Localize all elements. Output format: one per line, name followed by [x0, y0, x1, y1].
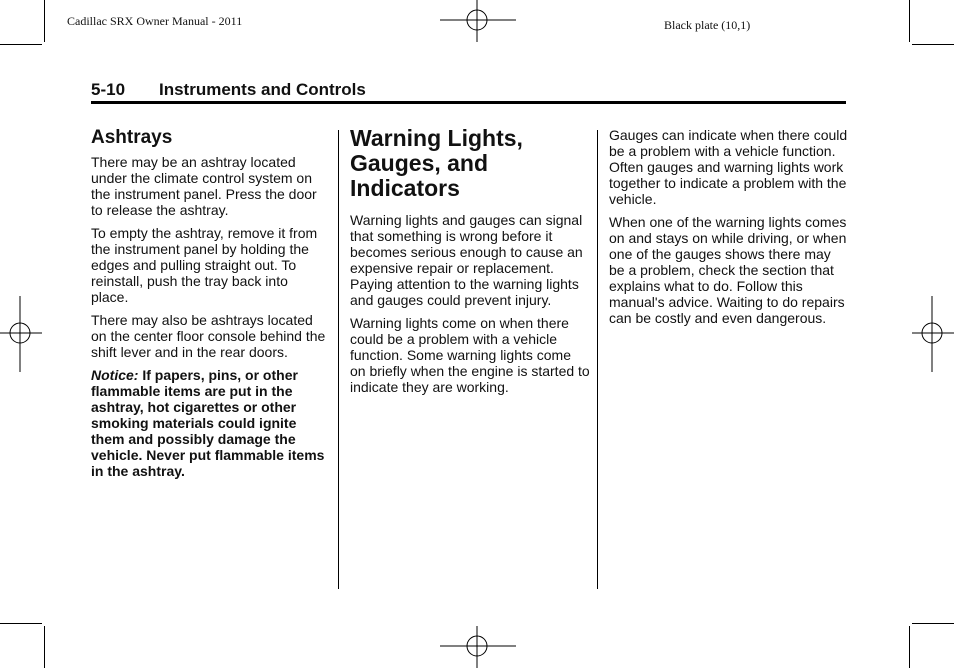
- warning-lights-heading: [350, 126, 590, 201]
- paragraph: There may also be ashtrays located on the center floor console behind the shift lever and in the rear doors.: [91, 312, 326, 360]
- notice-paragraph: [91, 367, 329, 479]
- notice-label: Notice:: [91, 367, 139, 383]
- crop-mark-bottom-left-v: [44, 626, 45, 668]
- registration-mark-top-icon: [440, 0, 516, 42]
- crop-mark-bottom-left-h: [0, 623, 42, 624]
- registration-mark-bottom-icon: [440, 626, 516, 668]
- crop-mark-top-left-v: [44, 0, 45, 42]
- heading-line: Indicators: [350, 175, 460, 201]
- registration-mark-right-icon: [912, 296, 954, 372]
- paragraph: Warning lights come on when there could be a problem with a vehicle function. Some warning lights come on briefly when the engine is started to indicate they are working.: [350, 315, 590, 395]
- notice-text: If papers, pins, or other flammable items are put in the ashtray, hot cigarettes or other smoking materials could ignite them and possibly damage the vehicle. Never put flammable items in the ashtray.: [91, 367, 325, 479]
- column-divider-2: [597, 130, 598, 589]
- crop-mark-bottom-right-h: [912, 623, 954, 624]
- header-rule: [91, 101, 846, 104]
- paragraph: To empty the ashtray, remove it from the instrument panel by holding the edges and pulling straight out. To reinstall, push the tray back into place.: [91, 225, 318, 305]
- registration-mark-left-icon: [0, 296, 42, 372]
- crop-mark-top-right-h: [912, 44, 954, 45]
- heading-line: Warning Lights,: [350, 125, 523, 151]
- section-title: Instruments and Controls: [159, 80, 366, 99]
- paragraph: When one of the warning lights comes on and stays on while driving, or when one of the gauges shows there may be a problem, check the section that explains what to do. Follow this manual's advice. Waiting to do repairs can be costly and even dangerous.: [609, 214, 847, 326]
- ashtrays-heading: Ashtrays: [91, 127, 173, 148]
- paragraph: Gauges can indicate when there could be a problem with a vehicle function. Often gauges and warning lights work together to indicate a problem with the vehicle.: [609, 127, 848, 207]
- crop-mark-top-left-h: [0, 44, 42, 45]
- crop-mark-top-right-v: [909, 0, 910, 42]
- slug-right: Black plate (10,1): [664, 18, 751, 32]
- column-3: [609, 127, 849, 333]
- heading-line: Gauges, and: [350, 150, 489, 176]
- crop-mark-bottom-right-v: [909, 626, 910, 668]
- slug-left: Cadillac SRX Owner Manual - 2011: [67, 14, 243, 28]
- paragraph: Warning lights and gauges can signal that something is wrong before it becomes serious enough to cause an expensive repair or replacement. Paying attention to the warning lights and gauges could prevent injury.: [350, 212, 583, 308]
- column-divider-1: [338, 130, 339, 589]
- column-1: [91, 127, 329, 486]
- page-number: 5-10: [91, 80, 126, 99]
- running-head: [91, 80, 846, 100]
- column-2: [350, 126, 590, 402]
- paragraph: There may be an ashtray located under the climate control system on the instrument panel. Press the door to release the ashtray.: [91, 154, 317, 218]
